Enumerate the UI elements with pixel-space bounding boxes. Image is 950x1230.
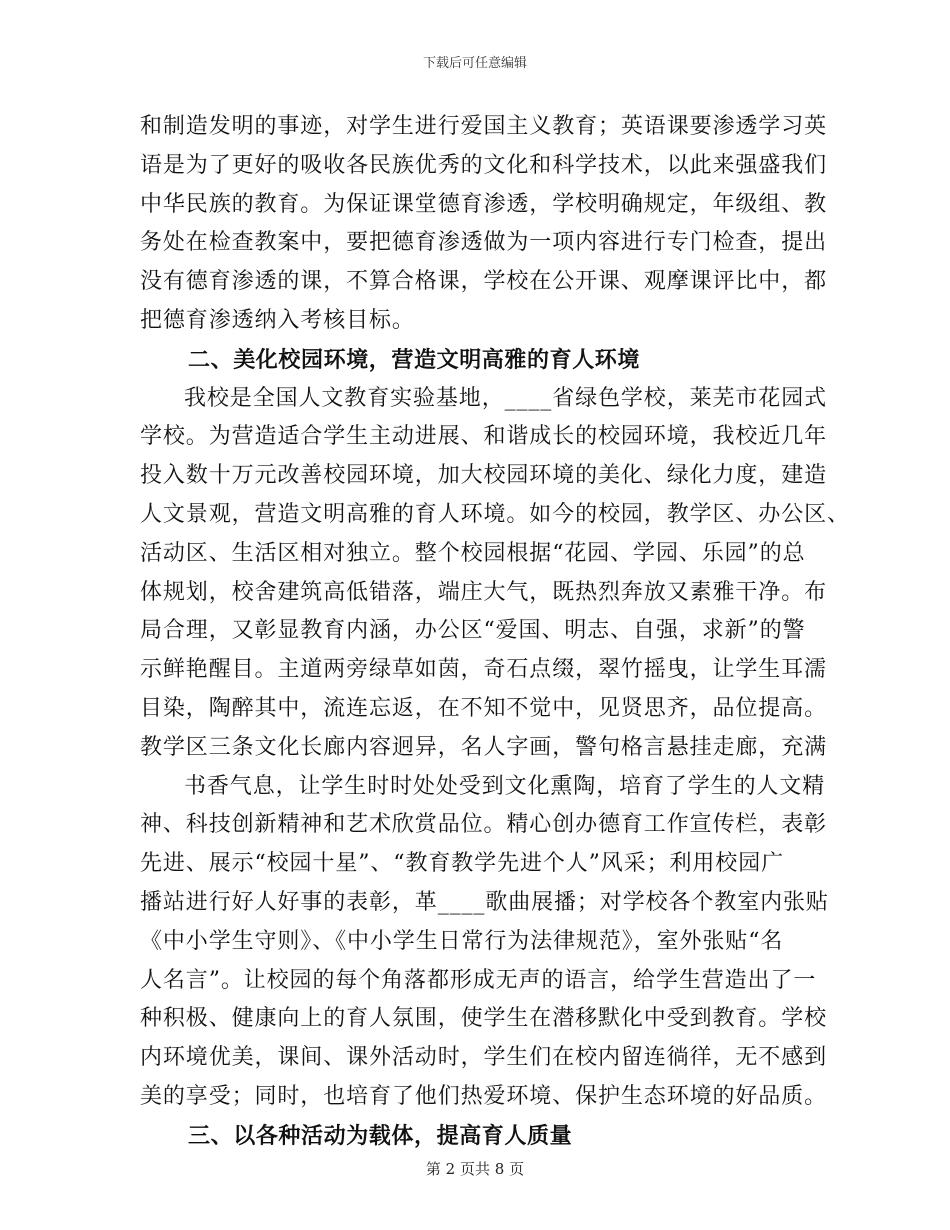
paragraph-line: 我校是全国人文教育实验基地，____省绿色学校，莱芜市花园式 [184, 385, 828, 411]
paragraph-line: 人文景观，营造文明高雅的育人环境。如今的校园，教学区、办公区、 [140, 501, 850, 527]
paragraph-line: 务处在检查教案中，要把德育渗透做为一项内容进行专门检查，提出 [140, 230, 828, 256]
page-header-note: 下载后可任意编辑 [422, 56, 527, 71]
paragraph-line: 没有德育渗透的课，不算合格课，学校在公开课、观摩课评比中，都 [140, 269, 828, 295]
paragraph-cultural-atmosphere [140, 768, 829, 1117]
paragraph-line: 神、科技创新精神和艺术欣赏品位。精心创办德育工作宣传栏，表彰 [140, 812, 828, 838]
paragraph-line: 语是为了更好的吸收各民族优秀的文化和科学技术，以此来强盛我们 [140, 152, 828, 178]
paragraph-line: 示鲜艳醒目。主道两旁绿草如茵，奇石点缀，翠竹摇曳，让学生耳濡 [140, 657, 828, 683]
paragraph-line: 活动区、生活区相对独立。整个校园根据“花园、学园、乐园”的总 [140, 540, 806, 566]
paragraph-campus-environment [140, 380, 850, 768]
paragraph-line: 局合理，又彰显教育内涵，办公区“爱国、明志、自强，求新”的警 [140, 618, 806, 644]
paragraph-line: 教学区三条文化长廊内容迥异，名人字画，警句格言悬挂走廊，充满 [140, 734, 828, 760]
page-number-footer: 第 2 页共 8 页 [425, 1160, 525, 1178]
paragraph-line: 播站进行好人好事的表彰，革____歌曲展播；对学校各个教室内张贴 [140, 889, 829, 915]
paragraph-line: 目染，陶醉其中，流连忘返，在不知不觉中，见贤思齐，品位提高。 [140, 695, 828, 721]
section-heading-campus-environment: 二、美化校园环境，营造文明高雅的育人环境 [188, 346, 641, 373]
paragraph-line: 书香气息，让学生时时处处受到文化熏陶，培育了学生的人文精 [184, 773, 826, 799]
paragraph-line: 学校。为营造适合学生主动进展、和谐成长的校园环境，我校近几年 [140, 424, 828, 450]
paragraph-line: 美的享受；同时，也培育了他们热爱环境、保护生态环境的好品质。 [140, 1083, 828, 1109]
paragraph-line: 《中小学生守则》、《中小学生日常行为法律规范》，室外张贴“名 [140, 928, 784, 954]
section-heading-activities: 三、以各种活动为载体，提高育人质量 [188, 1122, 573, 1149]
paragraph-line: 投入数十万元改善校园环境，加大校园环境的美化、绿化力度，建造 [140, 463, 828, 489]
document-body [140, 108, 850, 1156]
paragraph-line: 体规划，校舍建筑高低错落，端庄大气，既热烈奔放又素雅干净。布 [140, 579, 828, 605]
paragraph-line: 先进、展示“校园十星”、“教育教学先进个人”风采；利用校园广 [140, 851, 784, 877]
paragraph-line: 中华民族的教育。为保证课堂德育渗透，学校明确规定，年级组、教 [140, 191, 828, 217]
paragraph-moral-education-subjects [140, 108, 828, 341]
paragraph-line: 种积极、健康向上的育人氛围，使学生在潜移默化中受到教育。学校 [140, 1006, 828, 1032]
paragraph-line: 和制造发明的事迹，对学生进行爱国主义教育；英语课要渗透学习英 [140, 114, 828, 139]
paragraph-line: 人名言”。让校园的每个角落都形成无声的语言，给学生营造出了一 [140, 967, 817, 993]
paragraph-line: 内环境优美，课间、课外活动时，学生们在校内留连徜徉，无不感到 [140, 1045, 828, 1071]
paragraph-line: 把德育渗透纳入考核目标。 [140, 307, 415, 333]
